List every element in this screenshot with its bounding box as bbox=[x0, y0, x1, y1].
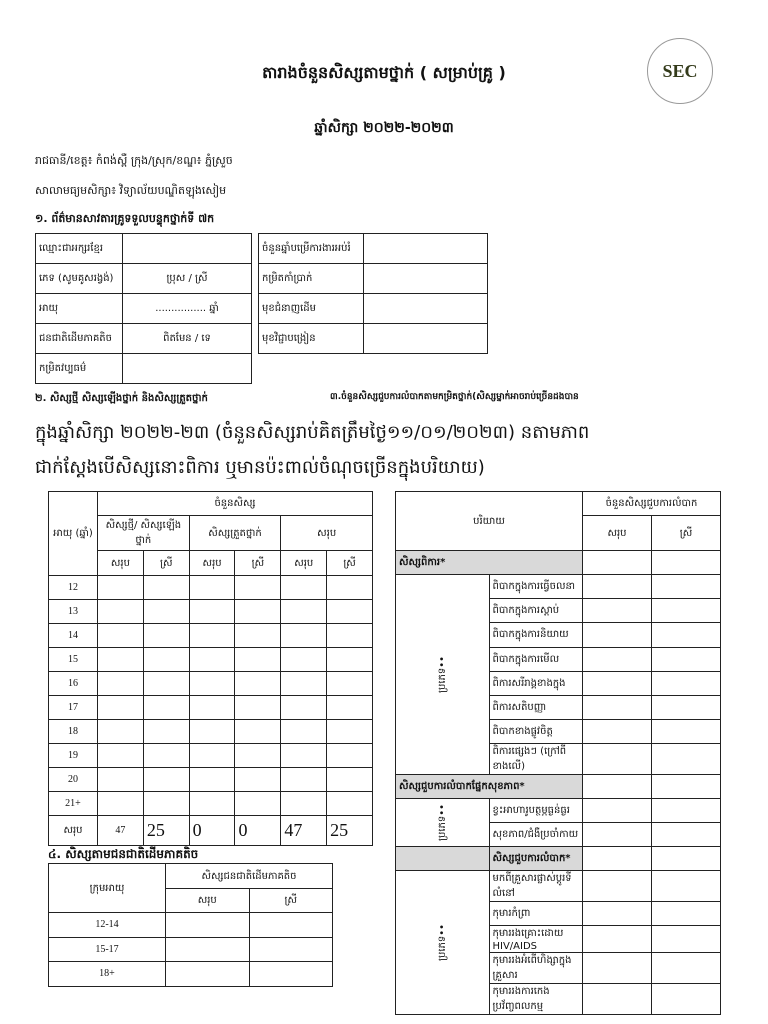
table-row bbox=[259, 324, 488, 354]
type-label-text: ប្រភេទ•• bbox=[436, 924, 448, 962]
field-value[interactable]: ប្រុស / ស្រី bbox=[123, 264, 252, 294]
note-line-2: ជាក់ស្តែងបើសិស្សនោះពិការ ឬមានប៉ះពាល់ចំណុចច្រើនក្នុងបរិយាយ) bbox=[35, 457, 485, 478]
count-cell[interactable] bbox=[281, 792, 327, 816]
age-label: 13 bbox=[49, 600, 98, 624]
field-value[interactable] bbox=[364, 294, 488, 324]
count-cell[interactable] bbox=[189, 648, 235, 672]
school-year: ឆ្នាំសិក្សា ២០២២-២០២៣ bbox=[314, 120, 454, 136]
logo-text: SEC bbox=[662, 60, 698, 81]
difficulty-table bbox=[395, 491, 721, 1015]
count-header: សិស្សជនជាតិដើមភាគតិច bbox=[166, 864, 333, 889]
total-value: 47 bbox=[98, 816, 144, 846]
age-label: 17 bbox=[49, 696, 98, 720]
field-value[interactable] bbox=[364, 324, 488, 354]
count-cell[interactable] bbox=[652, 744, 721, 775]
count-header: ចំនួនសិស្សជួបការលំបាក bbox=[583, 492, 721, 516]
count-cell[interactable] bbox=[652, 720, 721, 744]
count-cell[interactable] bbox=[583, 984, 652, 1015]
age-header: អាយុ (ឆ្នាំ) bbox=[49, 492, 98, 576]
count-cell[interactable] bbox=[583, 575, 652, 599]
count-cell[interactable] bbox=[327, 672, 373, 696]
age-group-label: 18+ bbox=[49, 962, 166, 987]
count-cell[interactable] bbox=[652, 599, 721, 623]
age-label: 20 bbox=[49, 768, 98, 792]
count-cell[interactable] bbox=[583, 599, 652, 623]
location-line: រាជធានី/ខេត្ត៖ កំពង់ស្ពឺ ក្រុង/ស្រុក/ខណ្ឌ៖ ភ្នំស្រួច bbox=[35, 154, 233, 167]
count-cell[interactable] bbox=[189, 624, 235, 648]
count-cell[interactable] bbox=[652, 984, 721, 1015]
table-row bbox=[49, 492, 373, 516]
sub-header: សរុប bbox=[166, 889, 250, 913]
table-row bbox=[396, 799, 721, 823]
difficulty-item: កុមាររងអំពើហិង្សាក្នុងគ្រួសារ bbox=[489, 953, 583, 984]
table-row bbox=[396, 871, 721, 902]
count-cell[interactable] bbox=[235, 792, 281, 816]
total-label: សរុប bbox=[49, 816, 98, 846]
count-cell[interactable] bbox=[652, 926, 721, 953]
sub-header: សរុប bbox=[583, 516, 652, 551]
field-label: ឈ្មោះជាអក្សរខ្មែរ bbox=[36, 234, 123, 264]
total-value: 25 bbox=[327, 816, 373, 846]
table-row bbox=[396, 492, 721, 516]
table-row bbox=[36, 264, 252, 294]
count-cell[interactable] bbox=[143, 696, 189, 720]
ethnic-minority-table bbox=[48, 863, 333, 987]
count-cell[interactable] bbox=[98, 672, 144, 696]
count-cell[interactable] bbox=[143, 672, 189, 696]
difficulty-item: ខ្វះអាហារូបត្ថម្ភធ្ងន់ធ្ងរ bbox=[489, 799, 583, 823]
age-label: 21+ bbox=[49, 792, 98, 816]
section3-heading: ៣.ចំនួនសិស្សជួបការលំបាកតាមកម្រិតថ្នាក់(សិស្សម្នាក់អាចរាប់ច្រើនដងបាន bbox=[330, 392, 579, 402]
teacher-info-left bbox=[35, 233, 252, 384]
count-cell[interactable] bbox=[583, 799, 652, 823]
table-row bbox=[49, 551, 373, 576]
count-cell[interactable] bbox=[235, 576, 281, 600]
field-label: មុខជំនាញដើម bbox=[259, 294, 364, 324]
count-cell[interactable] bbox=[189, 696, 235, 720]
table-row bbox=[259, 294, 488, 324]
count-cell[interactable] bbox=[189, 600, 235, 624]
age-label: 19 bbox=[49, 744, 98, 768]
count-cell[interactable] bbox=[652, 775, 721, 799]
type-label-text: ប្រភេទ•• bbox=[436, 804, 448, 842]
count-cell[interactable] bbox=[143, 768, 189, 792]
count-cell[interactable] bbox=[652, 871, 721, 902]
table-row bbox=[36, 354, 252, 384]
count-cell[interactable] bbox=[652, 671, 721, 695]
count-cell[interactable] bbox=[98, 792, 144, 816]
difficulty-item: ពិបាកក្នុងការស្តាប់ bbox=[489, 599, 583, 623]
table-row bbox=[49, 648, 373, 672]
type-label bbox=[396, 799, 490, 847]
table-row bbox=[396, 551, 721, 575]
count-cell[interactable] bbox=[583, 871, 652, 902]
count-cell[interactable] bbox=[583, 926, 652, 953]
table-row bbox=[49, 720, 373, 744]
count-cell[interactable] bbox=[652, 799, 721, 823]
count-cell[interactable] bbox=[166, 962, 250, 987]
group-title: សិស្សជួបការលំបាក* bbox=[489, 847, 583, 871]
table-row bbox=[396, 847, 721, 871]
table-row bbox=[49, 696, 373, 720]
sub-header: សរុប bbox=[189, 551, 235, 576]
count-cell[interactable] bbox=[327, 720, 373, 744]
count-cell[interactable] bbox=[249, 913, 333, 938]
count-cell[interactable] bbox=[583, 847, 652, 871]
age-group-header: ក្រុមអាយុ bbox=[49, 864, 166, 913]
count-cell[interactable] bbox=[652, 623, 721, 647]
count-header: ចំនួនសិស្ស bbox=[98, 492, 373, 516]
count-cell[interactable] bbox=[143, 624, 189, 648]
count-cell[interactable] bbox=[281, 648, 327, 672]
difficulty-item: ពិបាកក្នុងការនិយាយ bbox=[489, 623, 583, 647]
field-label: មុខវិជ្ជាបង្រៀន bbox=[259, 324, 364, 354]
sub-header: ស្រី bbox=[235, 551, 281, 576]
table-row bbox=[49, 864, 333, 889]
count-cell[interactable] bbox=[281, 744, 327, 768]
count-cell[interactable] bbox=[281, 672, 327, 696]
difficulty-item: សុខភាព/ជំងឺប្រចាំកាយ bbox=[489, 823, 583, 847]
group-header: សិស្សថ្មី/ សិស្សឡើងថ្នាក់ bbox=[98, 516, 190, 551]
count-cell[interactable] bbox=[98, 696, 144, 720]
difficulty-item: ពិការផ្សេងៗ (ក្រៅពីខាងលើ) bbox=[489, 744, 583, 775]
count-cell[interactable] bbox=[583, 744, 652, 775]
sub-header: ស្រី bbox=[652, 516, 721, 551]
students-by-age-table bbox=[48, 491, 373, 846]
total-value: 0 bbox=[189, 816, 235, 846]
field-label: កម្រិតវប្បធម៌ bbox=[36, 354, 123, 384]
count-cell[interactable] bbox=[189, 576, 235, 600]
total-value: 25 bbox=[143, 816, 189, 846]
count-cell[interactable] bbox=[583, 695, 652, 719]
group-spacer bbox=[396, 847, 490, 871]
count-cell[interactable] bbox=[143, 720, 189, 744]
count-cell[interactable] bbox=[189, 768, 235, 792]
type-label bbox=[396, 871, 490, 1015]
count-cell[interactable] bbox=[652, 647, 721, 671]
teacher-info-right bbox=[258, 233, 488, 354]
count-cell[interactable] bbox=[281, 624, 327, 648]
age-group-label: 12-14 bbox=[49, 913, 166, 938]
group-header: សរុប bbox=[281, 516, 373, 551]
type-label bbox=[396, 575, 490, 775]
count-cell[interactable] bbox=[189, 672, 235, 696]
count-cell[interactable] bbox=[583, 953, 652, 984]
count-cell[interactable] bbox=[327, 792, 373, 816]
field-label: អាយុ bbox=[36, 294, 123, 324]
count-cell[interactable] bbox=[235, 720, 281, 744]
table-row bbox=[49, 816, 373, 846]
count-cell[interactable] bbox=[166, 937, 250, 962]
count-cell[interactable] bbox=[327, 768, 373, 792]
count-cell[interactable] bbox=[143, 600, 189, 624]
section4-heading: ៤. សិស្សតាមជនជាតិដើមភាគតិច bbox=[48, 847, 199, 861]
group-header: សិស្សត្រួតថ្នាក់ bbox=[189, 516, 281, 551]
sub-header: ស្រី bbox=[327, 551, 373, 576]
count-cell[interactable] bbox=[98, 624, 144, 648]
count-cell[interactable] bbox=[652, 902, 721, 926]
count-cell[interactable] bbox=[583, 775, 652, 799]
total-value: 47 bbox=[281, 816, 327, 846]
difficulty-item: មកពីគ្រួសារផ្លាស់ប្តូរទីលំនៅ bbox=[489, 871, 583, 902]
table-row bbox=[49, 768, 373, 792]
field-label: កម្រិតកាំប្រាក់ bbox=[259, 264, 364, 294]
difficulty-item: កុមាររងគ្រោះដោយ HIV/AIDS bbox=[489, 926, 583, 953]
count-cell[interactable] bbox=[281, 600, 327, 624]
count-cell[interactable] bbox=[235, 672, 281, 696]
count-cell[interactable] bbox=[652, 823, 721, 847]
count-cell[interactable] bbox=[583, 902, 652, 926]
difficulty-item: ពិបាកក្នុងការមើល bbox=[489, 647, 583, 671]
count-cell[interactable] bbox=[327, 696, 373, 720]
count-cell[interactable] bbox=[143, 744, 189, 768]
count-cell[interactable] bbox=[235, 624, 281, 648]
school-line: សាលាមធ្យមសិក្សា៖ វិទ្យាល័យបណ្ឌិតឡុងសៀម bbox=[35, 184, 227, 197]
count-cell[interactable] bbox=[327, 600, 373, 624]
age-group-label: 15-17 bbox=[49, 937, 166, 962]
table-row bbox=[49, 516, 373, 551]
count-cell[interactable] bbox=[249, 962, 333, 987]
table-row bbox=[49, 576, 373, 600]
description-header: បរិយាយ bbox=[396, 492, 583, 551]
table-row bbox=[49, 600, 373, 624]
count-cell[interactable] bbox=[281, 720, 327, 744]
table-row bbox=[49, 913, 333, 938]
sub-header: សរុប bbox=[98, 551, 144, 576]
field-value[interactable]: ................ ឆ្នាំ bbox=[123, 294, 252, 324]
field-label: ចំនួនឆ្នាំបម្រើការងារអប់រំ bbox=[259, 234, 364, 264]
section2-heading: ២. សិស្សថ្មី សិស្សឡើងថ្នាក់ និងសិស្សត្រួតថ្នាក់ bbox=[35, 393, 208, 404]
count-cell[interactable] bbox=[583, 647, 652, 671]
table-row bbox=[259, 264, 488, 294]
count-cell[interactable] bbox=[281, 768, 327, 792]
table-row bbox=[259, 234, 488, 264]
count-cell[interactable] bbox=[235, 696, 281, 720]
count-cell[interactable] bbox=[98, 768, 144, 792]
count-cell[interactable] bbox=[189, 720, 235, 744]
count-cell[interactable] bbox=[143, 648, 189, 672]
field-value[interactable] bbox=[364, 234, 488, 264]
count-cell[interactable] bbox=[235, 744, 281, 768]
difficulty-item: កុមាររងការកេងប្រវ័ញ្ចពលកម្ម bbox=[489, 984, 583, 1015]
table-row bbox=[396, 575, 721, 599]
age-label: 15 bbox=[49, 648, 98, 672]
table-row bbox=[396, 775, 721, 799]
difficulty-item: ពិបាកខាងផ្លូវចិត្ត bbox=[489, 720, 583, 744]
count-cell[interactable] bbox=[583, 671, 652, 695]
count-cell[interactable] bbox=[98, 576, 144, 600]
count-cell[interactable] bbox=[235, 600, 281, 624]
table-row bbox=[49, 672, 373, 696]
note-line-1: ក្នុងឆ្នាំសិក្សា ២០២២-២៣ (ចំនួនសិស្សរាប់គិតត្រឹមថ្ងៃ១១/០១/២០២៣) នតាមភាព bbox=[35, 422, 590, 443]
page-title: តារាងចំនួនសិស្សតាមថ្នាក់ ( សម្រាប់គ្រូ ) bbox=[262, 63, 506, 82]
field-label: ជនជាតិដើមភាគតិច bbox=[36, 324, 123, 354]
count-cell[interactable] bbox=[235, 648, 281, 672]
table-row bbox=[49, 744, 373, 768]
field-label: ភេទ (សូមគូសរង្វង់) bbox=[36, 264, 123, 294]
count-cell[interactable] bbox=[98, 744, 144, 768]
field-value[interactable] bbox=[364, 264, 488, 294]
age-label: 16 bbox=[49, 672, 98, 696]
age-label: 18 bbox=[49, 720, 98, 744]
table-row bbox=[36, 234, 252, 264]
count-cell[interactable] bbox=[281, 576, 327, 600]
table-row bbox=[49, 624, 373, 648]
count-cell[interactable] bbox=[166, 913, 250, 938]
sub-header: ស្រី bbox=[249, 889, 333, 913]
table-row bbox=[49, 937, 333, 962]
count-cell[interactable] bbox=[583, 551, 652, 575]
count-cell[interactable] bbox=[143, 792, 189, 816]
age-label: 14 bbox=[49, 624, 98, 648]
count-cell[interactable] bbox=[98, 600, 144, 624]
type-label-text: ប្រភេទ•• bbox=[436, 656, 448, 694]
count-cell[interactable] bbox=[327, 576, 373, 600]
count-cell[interactable] bbox=[249, 937, 333, 962]
count-cell[interactable] bbox=[652, 847, 721, 871]
sub-header: ស្រី bbox=[143, 551, 189, 576]
table-row bbox=[49, 962, 333, 987]
sec-logo bbox=[647, 38, 713, 104]
total-value: 0 bbox=[235, 816, 281, 846]
count-cell[interactable] bbox=[327, 744, 373, 768]
table-row bbox=[36, 294, 252, 324]
count-cell[interactable] bbox=[235, 768, 281, 792]
table-row bbox=[49, 792, 373, 816]
count-cell[interactable] bbox=[583, 623, 652, 647]
field-value[interactable] bbox=[123, 234, 252, 264]
count-cell[interactable] bbox=[189, 792, 235, 816]
sub-header: សរុប bbox=[281, 551, 327, 576]
count-cell[interactable] bbox=[652, 695, 721, 719]
difficulty-item: កុមារកំព្រា bbox=[489, 902, 583, 926]
section1-heading: ១. ព័ត៌មានសាវតារគ្រូទទួលបន្ទុកថ្នាក់ទី ៧ក bbox=[35, 212, 215, 225]
count-cell[interactable] bbox=[652, 953, 721, 984]
count-cell[interactable] bbox=[281, 696, 327, 720]
count-cell[interactable] bbox=[583, 823, 652, 847]
field-value[interactable] bbox=[123, 354, 252, 384]
count-cell[interactable] bbox=[189, 744, 235, 768]
count-cell[interactable] bbox=[652, 551, 721, 575]
count-cell[interactable] bbox=[327, 648, 373, 672]
count-cell[interactable] bbox=[98, 720, 144, 744]
group-title: សិស្សពិការ* bbox=[396, 551, 583, 575]
group-title: សិស្សជួបការលំបាកផ្នែកសុខភាព* bbox=[396, 775, 583, 799]
count-cell[interactable] bbox=[583, 720, 652, 744]
difficulty-item: ពិបាកក្នុងការធ្វើចលនា bbox=[489, 575, 583, 599]
age-label: 12 bbox=[49, 576, 98, 600]
table-row bbox=[36, 324, 252, 354]
count-cell[interactable] bbox=[143, 576, 189, 600]
count-cell[interactable] bbox=[327, 624, 373, 648]
field-value[interactable]: ពិតមែន / ទេ bbox=[123, 324, 252, 354]
difficulty-item: ពិការសតិបញ្ញា bbox=[489, 695, 583, 719]
count-cell[interactable] bbox=[652, 575, 721, 599]
difficulty-item: ពិការសរីរាង្គខាងក្នុង bbox=[489, 671, 583, 695]
count-cell[interactable] bbox=[98, 648, 144, 672]
